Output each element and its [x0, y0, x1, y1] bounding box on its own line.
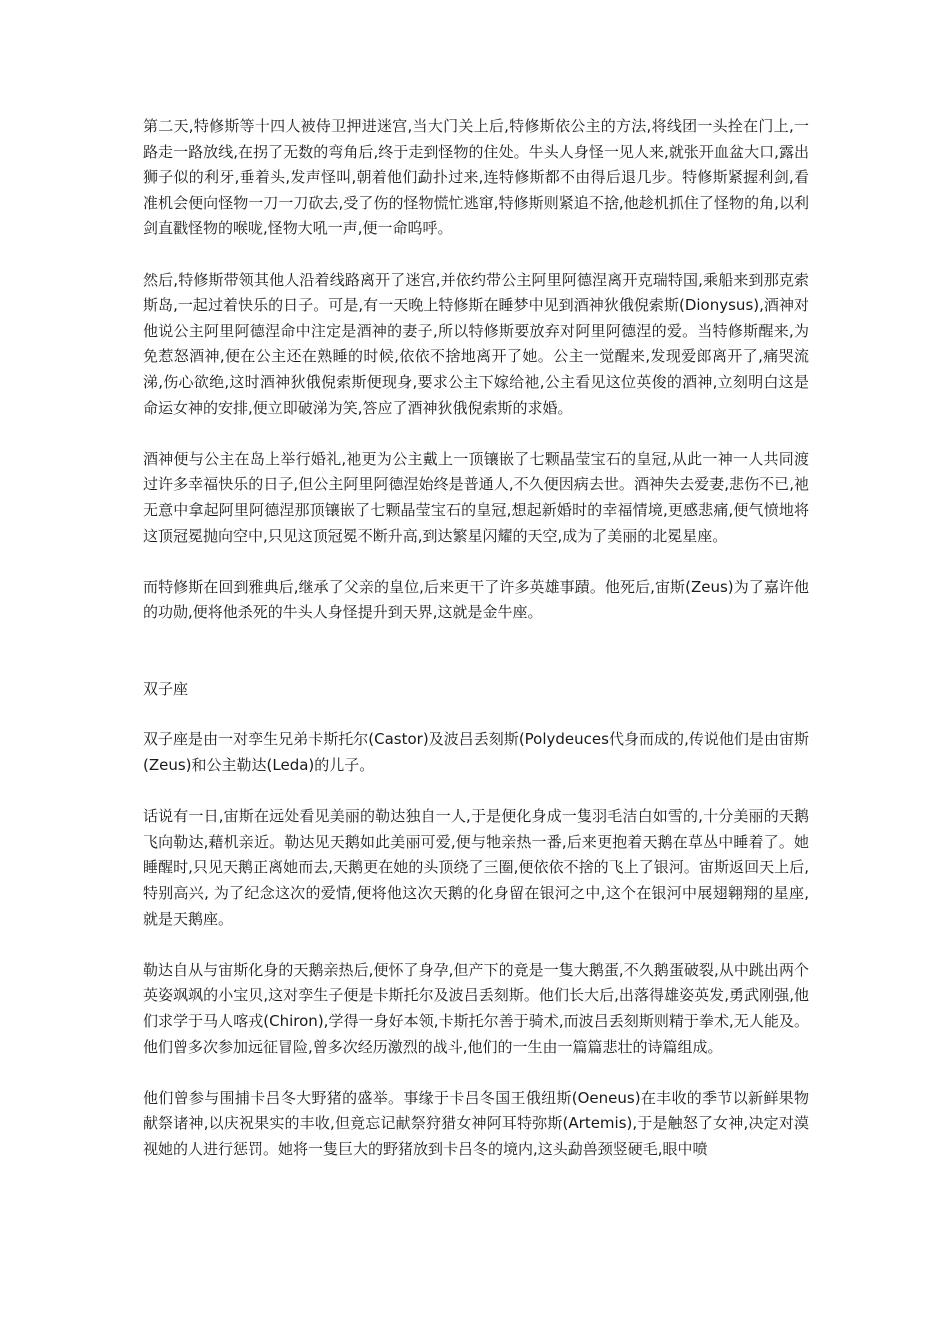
- document-page: [143, 114, 809, 1188]
- paragraph-cygnus: 话说有一日,宙斯在远处看见美丽的勒达独自一人,于是便化身成一隻羽毛洁白如雪的,十分美丽的天鹅飞向勒达,藉机亲近。勒达见天鹅如此美丽可爱,便与牠亲热一番,后来更抱着天鹅在草丛中睡着了。她睡醒时,只见天鹅正离她而去,天鹅更在她的头顶绕了三圈,便依依不捨的飞上了银河。宙斯返回天上后,特别高兴, 为了纪念这次的爱情,便将他这次天鹅的化身留在银河之中,这个在银河中展翅翱翔的星座,就是天鹅座。: [143, 807, 809, 928]
- paragraph-theseus-ariadne: 然后,特修斯带领其他人沿着线路离开了迷宫,并依约带公主阿里阿德涅离开克瑞特国,乘船来到那克索斯岛,一起过着快乐的日子。可是,有一天晚上特修斯在睡梦中见到酒神狄俄倪索斯(Dionysus),酒神对他说公主阿里阿德涅命中注定是酒神的妻子,所以特修斯要放弃对阿里阿德涅的爱。当特修斯醒来,为免惹怒酒神,便在公主还在熟睡的时候,依依不捨地离开了她。公主一觉醒来,发现爱郎离开了,痛哭流涕,伤心欲绝,这时酒神狄俄倪索斯便现身,要求公主下嫁给祂,公主看见这位英俊的酒神,立刻明白这是命运女神的安排,便立即破涕为笑,答应了酒神狄俄倪索斯的求婚。: [143, 270, 809, 417]
- section-heading-gemini: 双子座: [143, 679, 189, 698]
- paragraph-taurus: 而特修斯在回到雅典后,继承了父亲的皇位,后来更干了许多英雄事蹟。他死后,宙斯(Zeus)为了嘉许他的功勋,便将他杀死的牛头人身怪提升到天界,这就是金牛座。: [143, 577, 809, 622]
- paragraph-twins-birth: 勒达自从与宙斯化身的天鹅亲热后,便怀了身孕,但产下的竟是一隻大鹅蛋,不久鹅蛋破裂,从中跳出两个英姿飒飒的小宝贝,这对孪生子便是卡斯托尔及波吕丢刻斯。他们长大后,出落得雄姿英发,勇武刚强,他们求学于马人喀戎(Chiron),学得一身好本领,卡斯托尔善于骑术,而波吕丢刻斯则精于拳术,无人能及。他们曾多次参加远征冒险,曾多次经历激烈的战斗,他们的一生由一篇篇悲壮的诗篇组成。: [143, 960, 809, 1056]
- paragraph-northern-crown: 酒神便与公主在岛上举行婚礼,祂更为公主戴上一顶镶嵌了七颗晶莹宝石的皇冠,从此一神一人共同渡过许多幸福快乐的日子,但公主阿里阿德涅始终是普通人,不久便因病去世。酒神失去爱妻,悲伤不已,祂无意中拿起阿里阿德涅那顶镶嵌了七颗晶莹宝石的皇冠,想起新婚时的幸福情境,更感悲痛,便气愤地将这顶冠冕抛向空中,只见这顶冠冕不断升高,到达繁星闪耀的天空,成为了美丽的北冕星座。: [143, 449, 809, 545]
- paragraph-calydonian-boar: 他们曾参与围捕卡吕冬大野猪的盛举。事缘于卡吕冬国王俄纽斯(Oeneus)在丰收的季节以新鲜果物献祭诸神,以庆祝果实的丰收,但竟忘记献祭狩猎女神阿耳特弥斯(Artemis),于是触怒了女神,决定对漠视她的人进行惩罚。她将一隻巨大的野猪放到卡吕冬的境内,这头勐兽颈竖硬毛,眼中喷: [143, 1088, 809, 1158]
- paragraph-theseus-labyrinth: 第二天,特修斯等十四人被侍卫押进迷宫,当大门关上后,特修斯依公主的方法,将线团一头拴在门上,一路走一路放线,在拐了无数的弯角后,终于走到怪物的住处。牛头人身怪一见人来,就张开血盆大口,露出狮子似的利牙,垂着头,发声怪叫,朝着他们勐扑过来,连特修斯都不由得后退几步。特修斯紧握利剑,看准机会便向怪物一刀一刀砍去,受了伤的怪物慌忙逃窜,特修斯则紧追不捨,他趁机抓住了怪物的角,以利剑直戳怪物的喉咙,怪物大吼一声,便一命呜呼。: [143, 117, 809, 238]
- paragraph-gemini-intro: 双子座是由一对孪生兄弟卡斯托尔(Castor)及波吕丢刻斯(Polydeuces代身而成的,传说他们是由宙斯(Zeus)和公主勒达(Leda)的儿子。: [143, 730, 809, 775]
